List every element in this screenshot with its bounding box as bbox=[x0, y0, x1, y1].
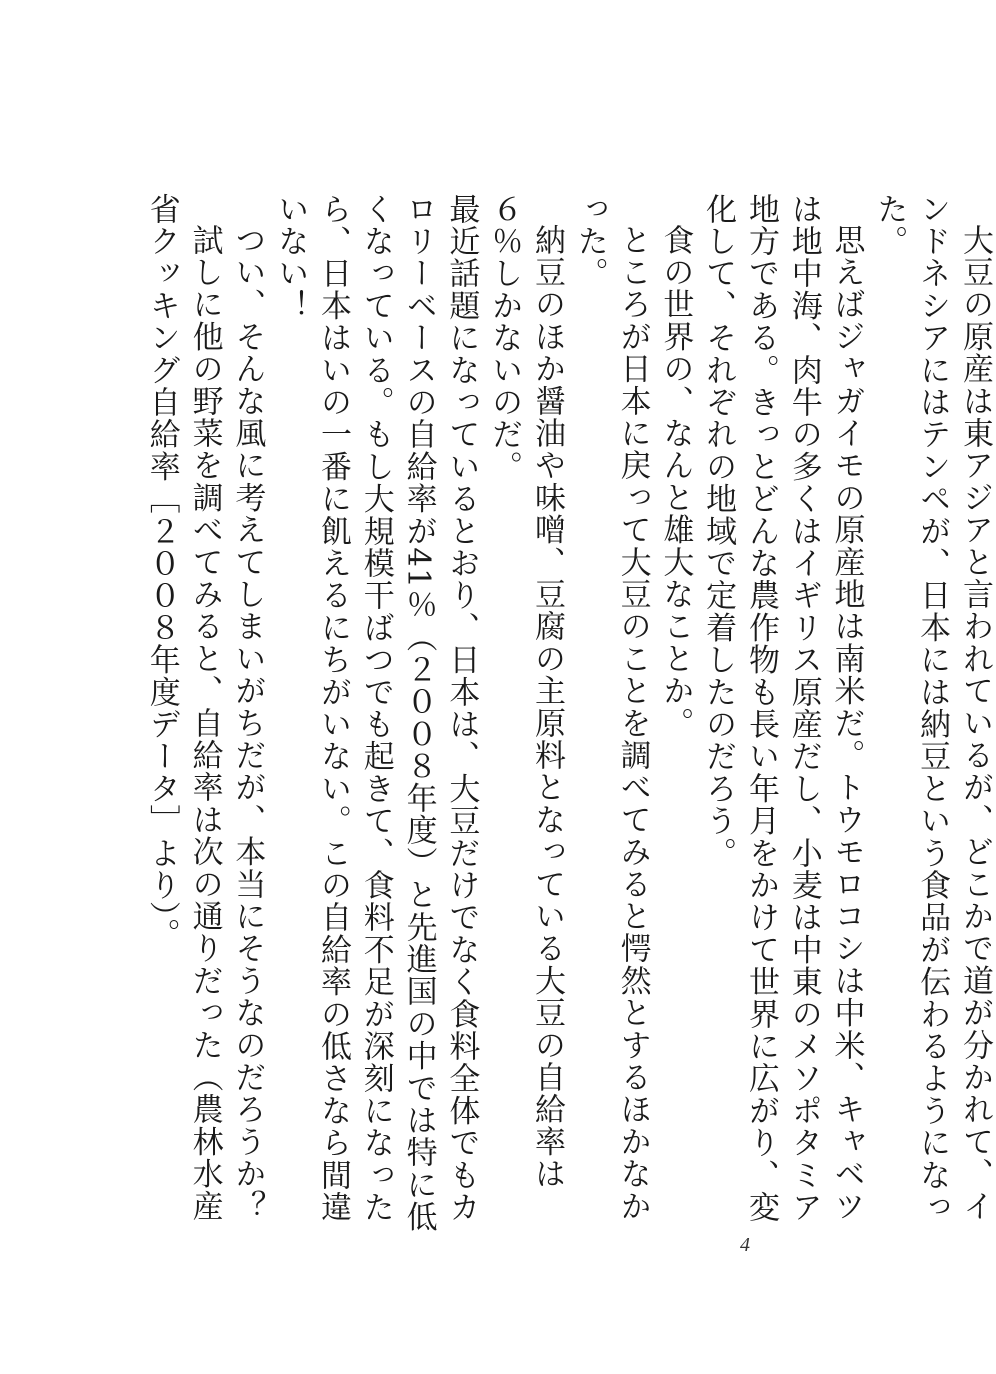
paragraph-2: 思えばジャガイモの原産地は南米だ。トウモロコシは中米、キャベツは地中海、肉牛の多くはイギリス原産だし、小麦は中東のメソポタミア地方である。きっとどんな農作物も長い年月をかけて世界に広がり、変化して、それぞれの地域で定着したのだろう。 bbox=[700, 193, 865, 1224]
body-text-block bbox=[140, 193, 993, 1253]
paragraph-5: 納豆のほか醤油や味噌、豆腐の主原料となっている大豆の自給率は６％しかないのだ。 bbox=[486, 193, 565, 1190]
paragraph-8: 試しに他の野菜を調べてみると、自給率は次の通りだった（農林水産省クッキング自給率［２００８年度データ］より）。 bbox=[143, 193, 223, 1223]
page-number: 4 bbox=[740, 1234, 750, 1256]
paragraph-4: ところが日本に戻って大豆のことを調べてみると愕然とするほかなかった。 bbox=[571, 193, 651, 1223]
paragraph-3: 食の世界の、なんと雄大なことか。 bbox=[657, 224, 694, 740]
paragraph-6: 最近話題になっているとおり、日本は、大豆だけでなく食料全体でもカロリーベースの自給率が41％（２００８年度）と先進国の中では特に低くなっている。もし大規模干ばつでも起きて、食料不足が深刻になったら、日本はいの一番に飢えるにちがいない。この自給率の低さなら間違いない！ bbox=[272, 193, 480, 1234]
paragraph-1: 大豆の原産は東アジアと言われているが、どこかで道が分かれて、インドネシアにはテンペが、日本には納豆という食品が伝わるようになった。 bbox=[871, 193, 993, 1224]
vertical-body-text bbox=[140, 193, 996, 1253]
paragraph-7: つい、そんな風に考えてしまいがちだが、本当にそうなのだろうか？ bbox=[229, 224, 266, 1223]
